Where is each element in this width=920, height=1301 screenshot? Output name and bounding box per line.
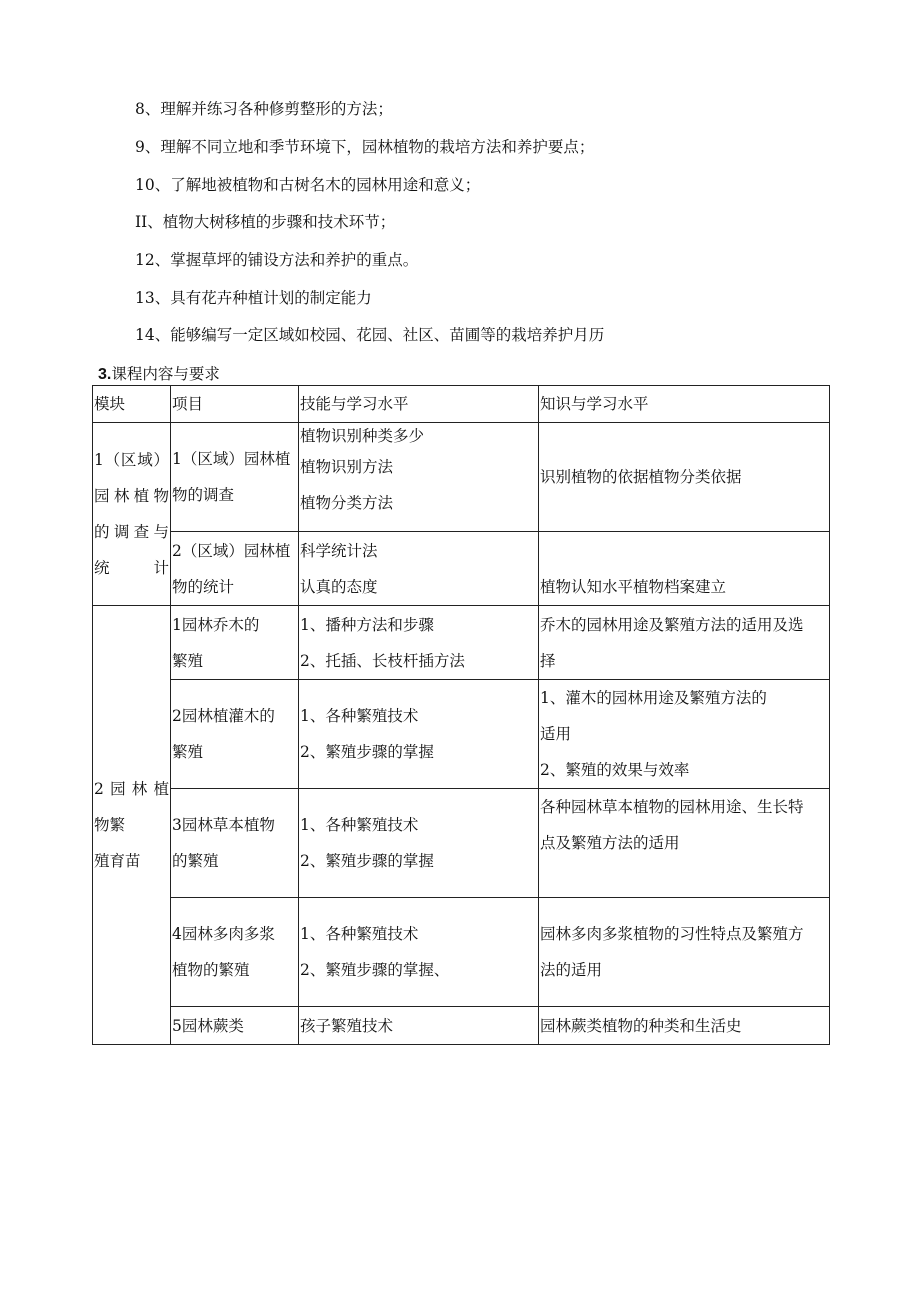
knowledge-line: 1、灌木的园林用途及繁殖方法的 [540, 689, 767, 707]
knowledge-cell [539, 423, 830, 532]
project-cell [171, 532, 299, 606]
skills-cell [299, 532, 539, 606]
project-line: 的繁殖 [172, 852, 219, 870]
project-line: 繁殖 [172, 651, 204, 670]
project-line: 繁殖 [172, 743, 204, 761]
header-module: 模块 [93, 386, 171, 423]
skills-line: 科学统计法 [300, 541, 378, 560]
project-cell [171, 680, 299, 789]
project-cell [171, 1007, 299, 1045]
project-line: 植物的繁殖 [172, 961, 250, 979]
objective-14: 14、能够编写一定区域如校园、花园、社区、苗圃等的栽培养护月历 [135, 326, 605, 344]
project-line: 物的调查 [172, 486, 235, 504]
skills-cell [299, 789, 539, 898]
skills-line: 植物识别种类多少 [300, 427, 425, 445]
knowledge-line: 适用 [540, 725, 572, 743]
module-line: 2园林植 [94, 780, 169, 798]
skills-line: 2、繁殖步骤的掌握 [300, 743, 434, 761]
skills-cell [299, 898, 539, 1007]
skills-cell [299, 423, 539, 532]
knowledge-cell [539, 1007, 830, 1045]
project-line: 物的统计 [172, 577, 235, 596]
knowledge-line: 植物认知水平植物档案建立 [540, 578, 727, 596]
project-cell [171, 789, 299, 898]
knowledge-line: 2、繁殖的效果与效率 [540, 761, 690, 779]
project-line: 1园林乔木的 [172, 615, 260, 634]
module-cell [93, 606, 171, 1045]
section-number: 3. [98, 366, 112, 383]
skills-line: 2、繁殖步骤的掌握、 [300, 961, 450, 979]
skills-cell [299, 606, 539, 680]
knowledge-line: 园林多肉多浆植物的习性特点及繁殖方 [540, 925, 804, 943]
knowledge-line: 法的适用 [540, 961, 603, 979]
project-cell [171, 898, 299, 1007]
table-row [93, 606, 830, 680]
table-header-row [93, 386, 830, 423]
objective-8: 8、理解并练习各种修剪整形的方法； [135, 100, 393, 118]
knowledge-cell [539, 532, 830, 606]
project-line: 3园林草本植物 [172, 816, 275, 834]
table-row [93, 680, 830, 789]
objective-11: II、植物大树移植的步骤和技术环节； [135, 213, 396, 231]
table-row [93, 423, 830, 532]
knowledge-line: 乔木的园林用途及繁殖方法的适用及选 [540, 615, 804, 634]
module-cell [93, 423, 171, 606]
skills-line: 孩子繁殖技术 [300, 1016, 394, 1035]
project-line: 4园林多肉多浆 [172, 925, 275, 943]
skills-line: 2、繁殖步骤的掌握 [300, 852, 434, 870]
project-line: 5园林蕨类 [172, 1016, 244, 1035]
skills-line: 1、播种方法和步骤 [300, 615, 434, 634]
skills-line: 认真的态度 [300, 577, 378, 596]
knowledge-line: 点及繁殖方法的适用 [540, 834, 680, 852]
section-title: 课程内容与要求 [111, 365, 220, 383]
knowledge-line: 择 [540, 651, 556, 670]
header-skills: 技能与学习水平 [299, 386, 539, 423]
objective-13: 13、具有花卉种植计划的制定能力 [135, 289, 372, 307]
module-line: 的调查与 [94, 523, 169, 541]
project-line: 2（区域）园林植 [172, 541, 291, 560]
module-line: 1（区域） [94, 451, 169, 469]
knowledge-line: 识别植物的依据植物分类依据 [540, 468, 742, 486]
objective-10: 10、了解地被植物和古树名木的园林用途和意义； [135, 176, 481, 194]
course-content-table [92, 385, 830, 1045]
objective-12: 12、掌握草坪的铺设方法和养护的重点。 [135, 251, 419, 269]
skills-line: 1、各种繁殖技术 [300, 707, 419, 725]
skills-line: 植物分类方法 [300, 494, 394, 512]
knowledge-cell [539, 606, 830, 680]
skills-cell [299, 680, 539, 789]
table-row [93, 532, 830, 606]
module-line: 统计 [94, 559, 169, 577]
project-cell [171, 606, 299, 680]
header-knowledge: 知识与学习水平 [539, 386, 830, 423]
header-project: 项目 [171, 386, 299, 423]
skills-cell [299, 1007, 539, 1045]
project-cell [171, 423, 299, 532]
section-heading [98, 364, 220, 385]
table-row [93, 1007, 830, 1045]
table-row [93, 898, 830, 1007]
table-row [93, 789, 830, 898]
project-line: 1（区域）园林植 [172, 450, 291, 468]
skills-line: 1、各种繁殖技术 [300, 816, 419, 834]
module-line: 园林植物 [94, 487, 169, 505]
skills-line: 2、托插、长枝杆插方法 [300, 651, 465, 670]
knowledge-line: 园林蕨类植物的种类和生活史 [540, 1016, 742, 1035]
knowledge-cell [539, 898, 830, 1007]
skills-line: 1、各种繁殖技术 [300, 925, 419, 943]
module-line: 物繁 [94, 816, 126, 834]
module-line: 殖育苗 [94, 852, 141, 870]
knowledge-cell [539, 789, 830, 898]
project-line: 2园林植灌木的 [172, 707, 275, 725]
objective-9: 9、理解不同立地和季节环境下，园林植物的栽培方法和养护要点； [135, 138, 595, 156]
skills-line: 植物识别方法 [300, 458, 394, 476]
knowledge-cell [539, 680, 830, 789]
knowledge-line: 各种园林草本植物的园林用途、生长特 [540, 798, 804, 816]
